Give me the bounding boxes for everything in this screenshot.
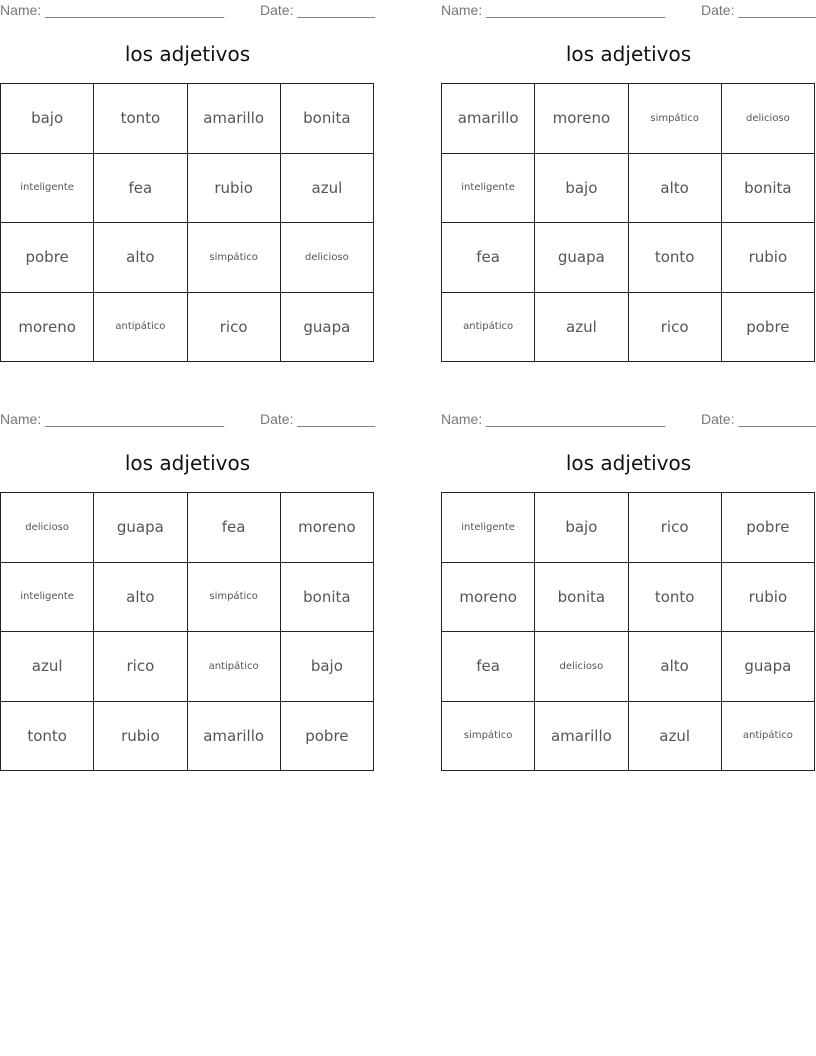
name-field: Name: _______________________ xyxy=(441,411,666,427)
card-title: los adjetivos xyxy=(124,451,251,475)
bingo-cell: antipático xyxy=(722,702,815,772)
bingo-cell: bajo xyxy=(1,84,94,154)
card-header xyxy=(441,409,816,431)
bingo-cell: fea xyxy=(94,154,187,224)
bingo-cell: bonita xyxy=(722,154,815,224)
bingo-cell: moreno xyxy=(535,84,628,154)
bingo-cell: tonto xyxy=(629,223,722,293)
bingo-cell: bajo xyxy=(535,493,628,563)
bingo-cell: simpático xyxy=(629,84,722,154)
bingo-cell: bajo xyxy=(535,154,628,224)
date-field: Date: __________ xyxy=(701,411,816,427)
bingo-cell: antipático xyxy=(94,293,187,363)
bingo-cell: amarillo xyxy=(188,84,281,154)
bingo-grid xyxy=(0,83,374,362)
bingo-cell: delicioso xyxy=(1,493,94,563)
bingo-cell: azul xyxy=(281,154,374,224)
bingo-cell: bonita xyxy=(281,84,374,154)
bingo-cell: rico xyxy=(629,293,722,363)
bingo-cell: rubio xyxy=(722,223,815,293)
bingo-cell: guapa xyxy=(535,223,628,293)
bingo-cell: fea xyxy=(442,223,535,293)
bingo-cell: fea xyxy=(188,493,281,563)
bingo-cell: pobre xyxy=(722,493,815,563)
bingo-cell: delicioso xyxy=(535,632,628,702)
bingo-cell: bonita xyxy=(281,563,374,633)
bingo-cell: tonto xyxy=(94,84,187,154)
bingo-cell: pobre xyxy=(1,223,94,293)
bingo-cell: inteligente xyxy=(442,154,535,224)
bingo-cell: moreno xyxy=(281,493,374,563)
bingo-cell: rubio xyxy=(722,563,815,633)
bingo-cell: alto xyxy=(94,563,187,633)
bingo-cell: moreno xyxy=(1,293,94,363)
name-field: Name: _______________________ xyxy=(0,411,225,427)
bingo-cell: rubio xyxy=(94,702,187,772)
bingo-cell: pobre xyxy=(281,702,374,772)
bingo-cell: rubio xyxy=(188,154,281,224)
bingo-cell: alto xyxy=(94,223,187,293)
bingo-cell: azul xyxy=(629,702,722,772)
card-title: los adjetivos xyxy=(565,42,692,66)
bingo-cell: tonto xyxy=(629,563,722,633)
bingo-cell: bonita xyxy=(535,563,628,633)
bingo-cell: simpático xyxy=(188,223,281,293)
card-title: los adjetivos xyxy=(565,451,692,475)
bingo-cell: amarillo xyxy=(535,702,628,772)
bingo-cell: guapa xyxy=(94,493,187,563)
card-header xyxy=(0,409,375,431)
bingo-cell: azul xyxy=(535,293,628,363)
bingo-grid xyxy=(441,83,815,362)
bingo-cell: pobre xyxy=(722,293,815,363)
bingo-cell: rico xyxy=(94,632,187,702)
bingo-cell: rico xyxy=(188,293,281,363)
bingo-cell: moreno xyxy=(442,563,535,633)
bingo-grid xyxy=(0,492,374,771)
name-field: Name: _______________________ xyxy=(441,2,666,18)
bingo-cell: azul xyxy=(1,632,94,702)
bingo-cell: delicioso xyxy=(722,84,815,154)
date-field: Date: __________ xyxy=(260,411,376,427)
bingo-cell: alto xyxy=(629,154,722,224)
bingo-card-1 xyxy=(0,0,376,336)
bingo-cell: inteligente xyxy=(442,493,535,563)
bingo-card-4 xyxy=(441,409,816,745)
bingo-grid xyxy=(441,492,815,771)
card-header xyxy=(0,0,375,22)
bingo-cell: rico xyxy=(629,493,722,563)
bingo-cell: guapa xyxy=(281,293,374,363)
bingo-cell: simpático xyxy=(442,702,535,772)
bingo-cell: alto xyxy=(629,632,722,702)
bingo-card-3 xyxy=(0,409,376,745)
bingo-cell: guapa xyxy=(722,632,815,702)
bingo-cell: antipático xyxy=(188,632,281,702)
bingo-cell: simpático xyxy=(188,563,281,633)
bingo-cell: tonto xyxy=(1,702,94,772)
card-header xyxy=(441,0,816,22)
bingo-cell: bajo xyxy=(281,632,374,702)
name-field: Name: _______________________ xyxy=(0,2,225,18)
bingo-card-2 xyxy=(441,0,816,336)
card-title: los adjetivos xyxy=(124,42,251,66)
bingo-cell: amarillo xyxy=(188,702,281,772)
bingo-cell: amarillo xyxy=(442,84,535,154)
bingo-cell: fea xyxy=(442,632,535,702)
bingo-cell: inteligente xyxy=(1,154,94,224)
date-field: Date: __________ xyxy=(260,2,376,18)
date-field: Date: __________ xyxy=(701,2,816,18)
bingo-cell: inteligente xyxy=(1,563,94,633)
bingo-cell: delicioso xyxy=(281,223,374,293)
bingo-cell: antipático xyxy=(442,293,535,363)
